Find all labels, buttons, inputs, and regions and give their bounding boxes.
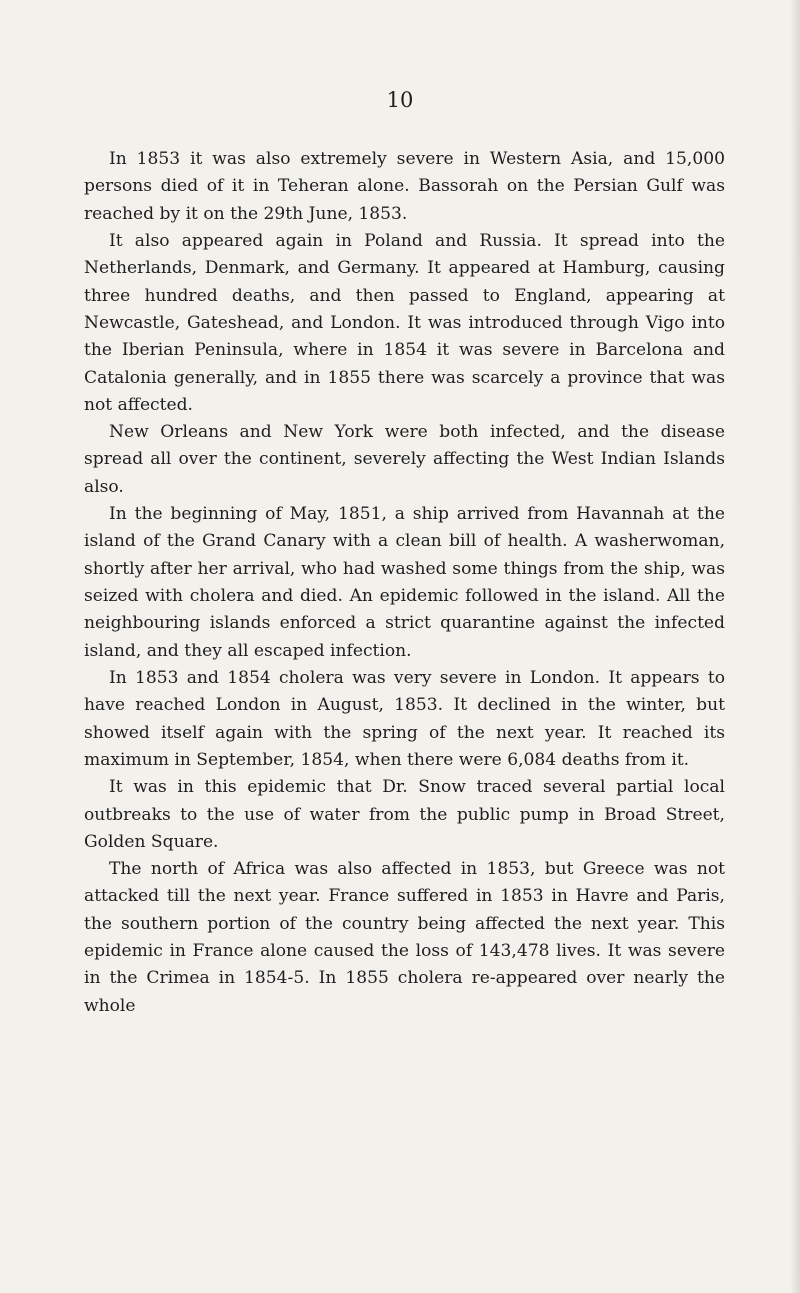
paragraph-grand-canary: In the beginning of May, 1851, a ship arrived from Havannah at the island of the Grand Canary with a clean bill of health. A washerwoman, shortly after her arrival, who had washed some things from the ship, was seized with cholera and died. An epidemic followed in the island. All the neighbouring islands enforced a strict quarantine against the infected island, and they all escaped infection. — [84, 504, 725, 661]
paragraph-america: New Orleans and New York were both infected, and the disease spread all over the continent, severely affecting the West Indian Islands also. — [84, 422, 725, 497]
paragraph-africa-france: The north of Africa was also affected in 1853, but Greece was not attacked till the next year. France suffered in 1853 in Havre and Paris, the southern portion of the country being affected the next year. This epidemic in France alone caused the loss of 143,478 lives. It was severe in the Crimea in 1854-5. In 1855 cholera re-appeared over nearly the whole — [84, 859, 725, 1016]
page-number: 10 — [386, 88, 414, 112]
paragraph-europe-spread: It also appeared again in Poland and Russia. It spread into the Netherlands, Denmark, and Germany. It appeared at Hamburg, causing three hundred deaths, and then passed to England, appearing at Newcastle, Gateshead, and London. It was introduced through Vigo into the Iberian Peninsula, where in 1854 it was severe in Barcelona and Catalonia generally, and in 1855 there was scarcely a province that was not affected. — [84, 230, 725, 415]
paragraph-london: In 1853 and 1854 cholera was very severe in London. It appears to have reached London in August, 1853. It declined in the winter, but showed itself again with the spring of the next year. It reached its maximum in September, 1854, when there were 6,084 deaths from it. — [84, 667, 725, 770]
paragraph-dr-snow: It was in this epidemic that Dr. Snow traced several partial local outbreaks to the use of water from the public pump in Broad Street, Golden Square. — [84, 777, 725, 852]
body-text — [84, 146, 725, 1020]
page-edge-shadow — [790, 0, 800, 1293]
paragraph-western-asia: In 1853 it was also extremely severe in Western Asia, and 15,000 persons died of it in Teheran alone. Bassorah on the Persian Gulf was reached by it on the 29th June, 1853. — [84, 149, 725, 224]
